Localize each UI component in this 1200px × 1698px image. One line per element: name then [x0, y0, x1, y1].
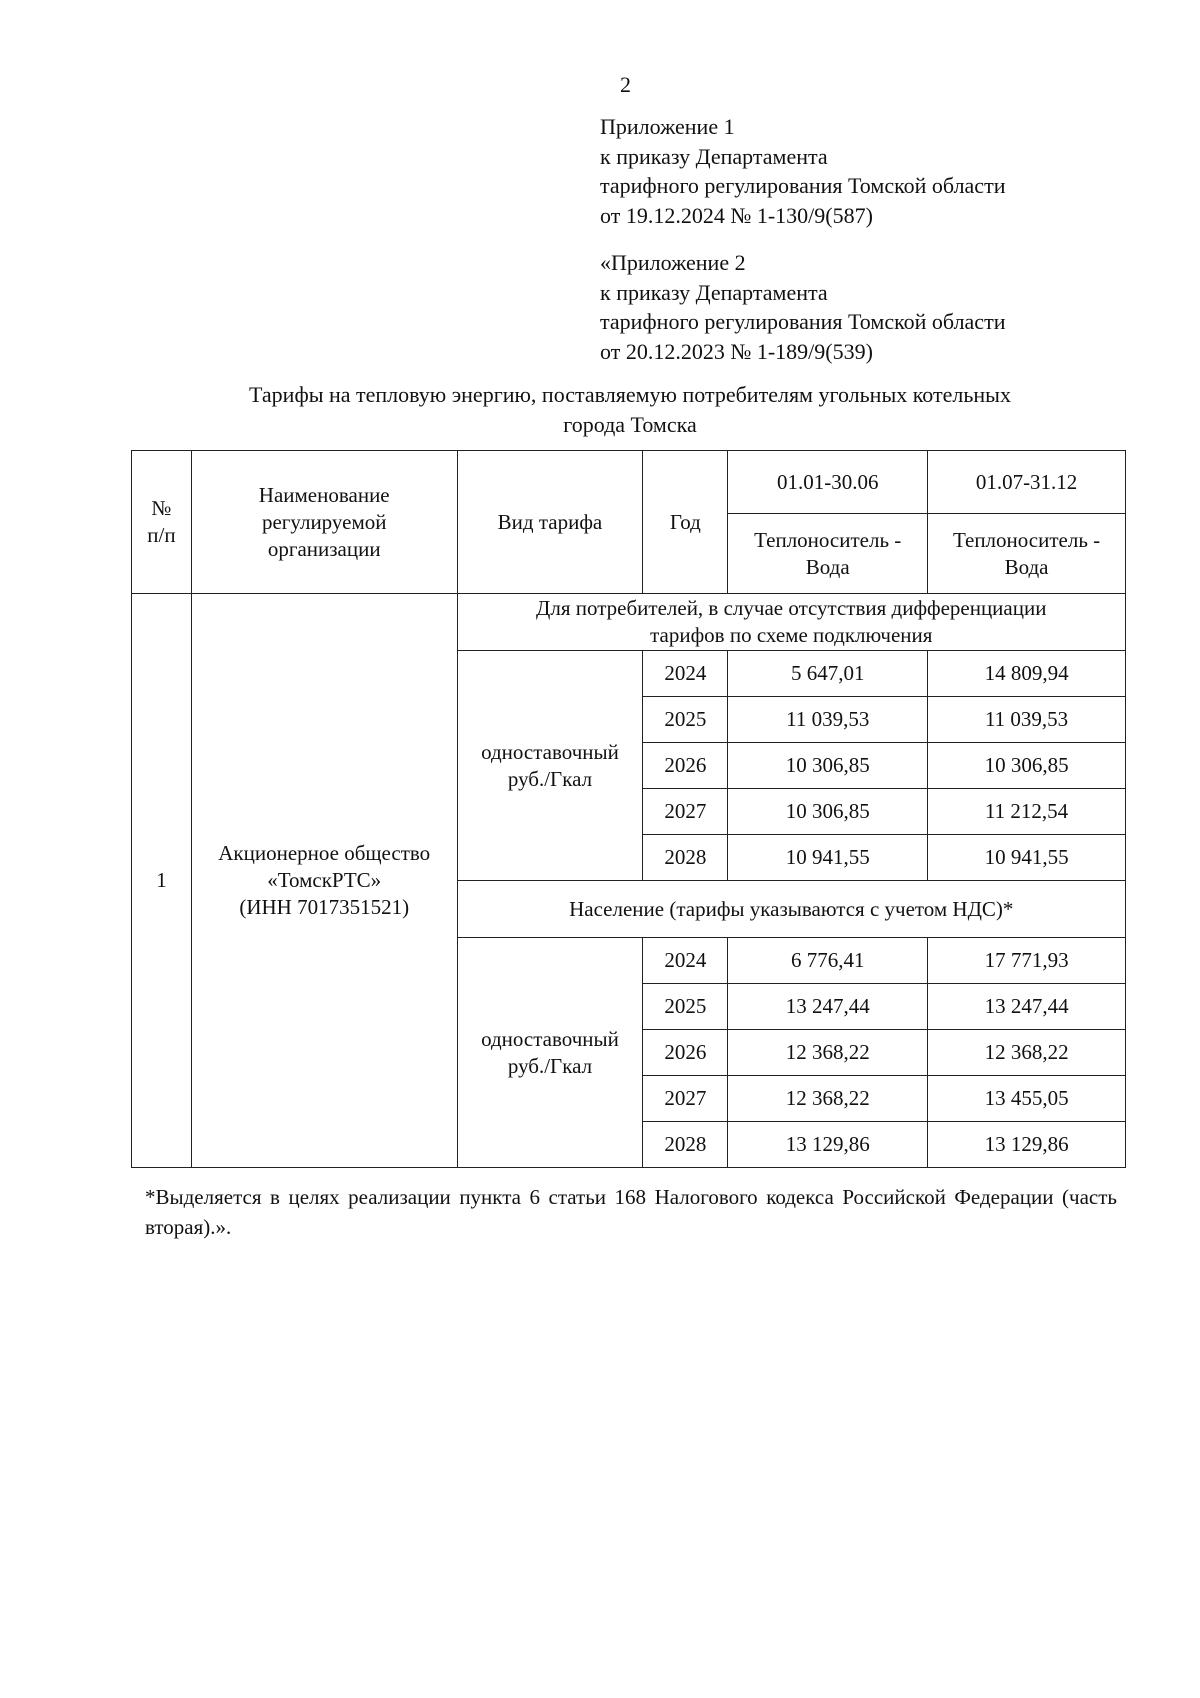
year-cell: 2026: [643, 1030, 728, 1076]
tariff-type-line: руб./Гкал: [507, 1053, 593, 1078]
header-period-1: 01.01-30.06: [728, 451, 928, 514]
tariff-value-h2: 11 212,54: [928, 789, 1126, 835]
organization-line: (ИНН 7017351521): [239, 895, 410, 919]
header-number-line: п/п: [147, 523, 176, 547]
tariff-value-h2: 14 809,94: [928, 651, 1126, 697]
section-heading: Население (тарифы указываются с учетом НДС)*: [457, 881, 1125, 938]
tariff-value-h2: 13 247,44: [928, 984, 1126, 1030]
tariff-value-h1: 10 941,55: [728, 835, 928, 881]
year-cell: 2025: [643, 697, 728, 743]
page-number: 2: [620, 72, 631, 97]
section-heading-line: тарифов по схеме подключения: [650, 623, 933, 647]
tariff-value-h2: 10 941,55: [928, 835, 1126, 881]
header-organization: [191, 451, 457, 594]
annex-previous-line: к приказу Департамента: [600, 279, 828, 305]
header-year: Год: [643, 451, 728, 594]
year-cell: 2027: [643, 789, 728, 835]
header-carrier-line: Теплоноситель -: [754, 527, 902, 552]
annex-previous-line: от 20.12.2023 № 1-189/9(539): [600, 338, 873, 364]
header-carrier-2: [928, 514, 1126, 594]
tariff-value-h1: 10 306,85: [728, 789, 928, 835]
tariff-value-h1: 10 306,85: [728, 743, 928, 789]
year-cell: 2024: [643, 938, 728, 984]
header-org-line: регулируемой: [261, 509, 387, 534]
annex-current-line: к приказу Департамента: [600, 143, 828, 169]
header-carrier-line: Вода: [1004, 554, 1049, 579]
tariff-value-h2: 13 455,05: [928, 1076, 1126, 1122]
organization-name: [191, 594, 457, 1168]
header-org-line: Наименование: [258, 482, 390, 507]
year-cell: 2027: [643, 1076, 728, 1122]
footnote: *Выделяется в целях реализации пункта 6 статьи 168 Налогового кодекса Российской Федерации (часть вторая).».: [145, 1185, 1117, 1239]
annex-current-line: Приложение 1: [600, 114, 735, 139]
tariff-type-line: руб./Гкал: [507, 766, 593, 791]
tariff-type-line: одноставочный: [481, 1026, 619, 1051]
tariff-value-h2: 10 306,85: [928, 743, 1126, 789]
header-org-line: организации: [267, 536, 381, 561]
header-number: [132, 451, 192, 594]
annex-previous-header: [600, 248, 1005, 366]
header-carrier-line: Теплоноситель -: [952, 527, 1101, 552]
header-carrier-line: Вода: [805, 554, 850, 579]
tariff-value-h2: 11 039,53: [928, 697, 1126, 743]
tariff-value-h1: 11 039,53: [728, 697, 928, 743]
header-tariff-type: Вид тарифа: [457, 451, 643, 594]
year-cell: 2026: [643, 743, 728, 789]
document-title: [130, 380, 1130, 440]
tariff-table: [131, 450, 1126, 1168]
document-title-line: Тарифы на тепловую энергию, поставляемую потребителям угольных котельных: [249, 382, 1011, 407]
tariff-value-h2: 17 771,93: [928, 938, 1126, 984]
annex-current-line: от 19.12.2024 № 1-130/9(587): [600, 202, 873, 228]
section-heading: [457, 594, 1125, 651]
row-number: 1: [132, 594, 192, 1168]
year-cell: 2024: [643, 651, 728, 697]
year-cell: 2028: [643, 1122, 728, 1168]
year-cell: 2028: [643, 835, 728, 881]
document-title-line: города Томска: [563, 412, 697, 437]
annex-previous-line: «Приложение 2: [600, 250, 746, 275]
tariff-value-h1: 13 247,44: [728, 984, 928, 1030]
header-number-line: №: [151, 496, 172, 520]
tariff-type-cell: [457, 938, 643, 1168]
tariff-value-h1: 5 647,01: [728, 651, 928, 697]
section-heading-line: Для потребителей, в случае отсутствия дифференциации: [536, 596, 1047, 620]
tariff-value-h1: 12 368,22: [728, 1030, 928, 1076]
tariff-type-cell: [457, 651, 643, 881]
tariff-value-h2: 13 129,86: [928, 1122, 1126, 1168]
tariff-type-line: одноставочный: [481, 739, 619, 764]
tariff-value-h2: 12 368,22: [928, 1030, 1126, 1076]
organization-line: «ТомскРТС»: [267, 868, 382, 892]
annex-current-header: [600, 112, 1005, 230]
annex-previous-line: тарифного регулирования Томской области: [600, 309, 1006, 334]
organization-line: Акционерное общество: [218, 841, 431, 865]
header-carrier-1: [728, 514, 928, 594]
tariff-value-h1: 12 368,22: [728, 1076, 928, 1122]
section-heading-row: [132, 594, 1126, 651]
tariff-value-h1: 6 776,41: [728, 938, 928, 984]
year-cell: 2025: [643, 984, 728, 1030]
header-row: [132, 451, 1126, 514]
annex-current-line: тарифного регулирования Томской области: [600, 173, 1006, 198]
tariff-value-h1: 13 129,86: [728, 1122, 928, 1168]
header-period-2: 01.07-31.12: [928, 451, 1126, 514]
